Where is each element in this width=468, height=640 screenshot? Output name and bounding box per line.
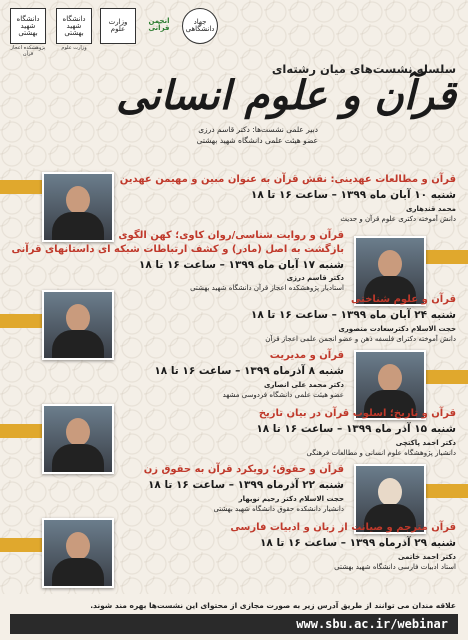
session-time: شنبه ۸ آذرماه ۱۳۹۹ – ساعت ۱۶ تا ۱۸ [154, 365, 344, 377]
logo-sbu-1 [8, 8, 48, 57]
speaker-name: دکتر قاسم درزی [286, 274, 344, 282]
speaker-name: دکتر محمد علی انصاری [263, 381, 344, 389]
logo-caption: پژوهشکده اعجاز قرآن [10, 45, 46, 57]
speaker-name: حجت الاسلام دکتر رحیم نوبهار [238, 495, 344, 503]
logo-caption: وزارت علوم [61, 45, 87, 51]
logo-strip [8, 8, 228, 57]
decor-stripe [0, 180, 46, 194]
scientific-secretary [197, 124, 318, 146]
decor-stripe [422, 370, 468, 384]
session-time: شنبه ۲۴ آبان ماه ۱۳۹۹ – ساعت ۱۶ تا ۱۸ [250, 309, 456, 321]
webinar-url-link[interactable]: www.sbu.ac.ir/webinar [10, 614, 458, 634]
session-title: قرآن مترجم و صیانت از زبان و ادبیات فارسی [230, 522, 456, 533]
speaker-desc: دانش آموخته دکتری علوم قرآن و حدیث [340, 215, 456, 223]
logo-ministry [100, 8, 136, 44]
logo-icon: دانشگاه شهید بهشتی [56, 8, 92, 44]
speaker-name: حجت الاسلام دکترسعادت منصوری [338, 325, 456, 333]
session-title: قرآن و روایت شناسی/روان کاوی؛ کهن الگوی [118, 230, 344, 241]
footer-note: علاقه مندان می توانند از طریق آدرس زیر به صورت مجازی از محتوای این نشست‌ها بهره مند شوند. [90, 601, 456, 610]
session-title: قرآن و مدیریت [269, 350, 344, 361]
session-title: قرآن و تاریخ؛ اسلوب قرآن در بیان تاریخ [258, 408, 456, 419]
session-time: شنبه ۱۰ آبان ماه ۱۳۹۹ – ساعت ۱۶ تا ۱۸ [250, 189, 456, 201]
decor-stripe [0, 314, 46, 328]
logo-icon: جهاد دانشگاهی [182, 8, 218, 44]
decor-stripe [0, 424, 46, 438]
speaker-name: محمد قندهاری [406, 205, 456, 213]
decor-stripe [422, 484, 468, 498]
session-time: شنبه ۱۷ آبان ماه ۱۳۹۹ – ساعت ۱۶ تا ۱۸ [138, 259, 344, 271]
session-row [0, 518, 468, 588]
secretary-line: دبیر علمی نشست‌ها: دکتر قاسم درزی [198, 125, 318, 134]
session-title: قرآن و مطالعات عهدینی: نقش قرآن به عنوان مبین و مهیمن عهدین [119, 174, 456, 185]
speaker-desc: دانشیار دانشکده حقوق دانشگاه شهید بهشتی [213, 505, 344, 513]
logo-icon: دانشگاه شهید بهشتی [10, 8, 46, 44]
session-title-line2: بازگشت به اصل (مادر) و کشف ارتباطات شبکه ای داستانهای قرآنی [11, 244, 344, 255]
decor-stripe [422, 250, 468, 264]
logo-quran-society [142, 8, 176, 42]
speaker-name: دکتر احمد پاکتچی [395, 439, 456, 447]
speaker-photo [42, 518, 114, 588]
speaker-name: دکتر احمد خاتمی [397, 553, 456, 561]
logo-jahad [182, 8, 218, 44]
session-time: شنبه ۲۹ آذرماه ۱۳۹۹ – ساعت ۱۶ تا ۱۸ [259, 537, 456, 549]
speaker-desc: عضو هیئت علمی دانشگاه فردوسی مشهد [222, 391, 344, 399]
secretary-line: عضو هیئت علمی دانشگاه شهید بهشتی [196, 136, 318, 145]
logo-sbu-2 [54, 8, 94, 51]
series-subtitle: سلسله نشست‌های میان رشته‌ای [271, 62, 456, 76]
session-row [0, 226, 468, 296]
footer [0, 594, 468, 640]
session-title: قرآن و علوم شناختی [351, 294, 456, 305]
logo-icon: انجمن قرآنی [148, 17, 170, 32]
speaker-desc: دانش آموخته دکترای فلسفه ذهن و عضو انجمن علمی اعجاز قرآن [265, 335, 456, 343]
speaker-desc: استاد ادبیات فارسی دانشگاه شهید بهشتی [334, 563, 456, 571]
logo-icon: وزارت علوم [100, 8, 136, 44]
session-time: شنبه ۱۵ آذر ماه ۱۳۹۹ – ساعت ۱۶ تا ۱۸ [256, 423, 456, 435]
decor-stripe [0, 538, 46, 552]
speaker-desc: دانشیار پژوهشگاه علوم انسانی و مطالعات فرهنگی [306, 449, 456, 457]
session-time: شنبه ۲۲ آذرماه ۱۳۹۹ – ساعت ۱۶ تا ۱۸ [147, 479, 344, 491]
page-title: قرآن و علوم انسانی [116, 72, 456, 119]
speaker-desc: استادیار پژوهشکده اعجاز قرآن دانشگاه شهید بهشتی [190, 284, 344, 292]
session-title: قرآن و حقوق؛ رویکرد قرآن به حقوق زن [143, 464, 344, 475]
